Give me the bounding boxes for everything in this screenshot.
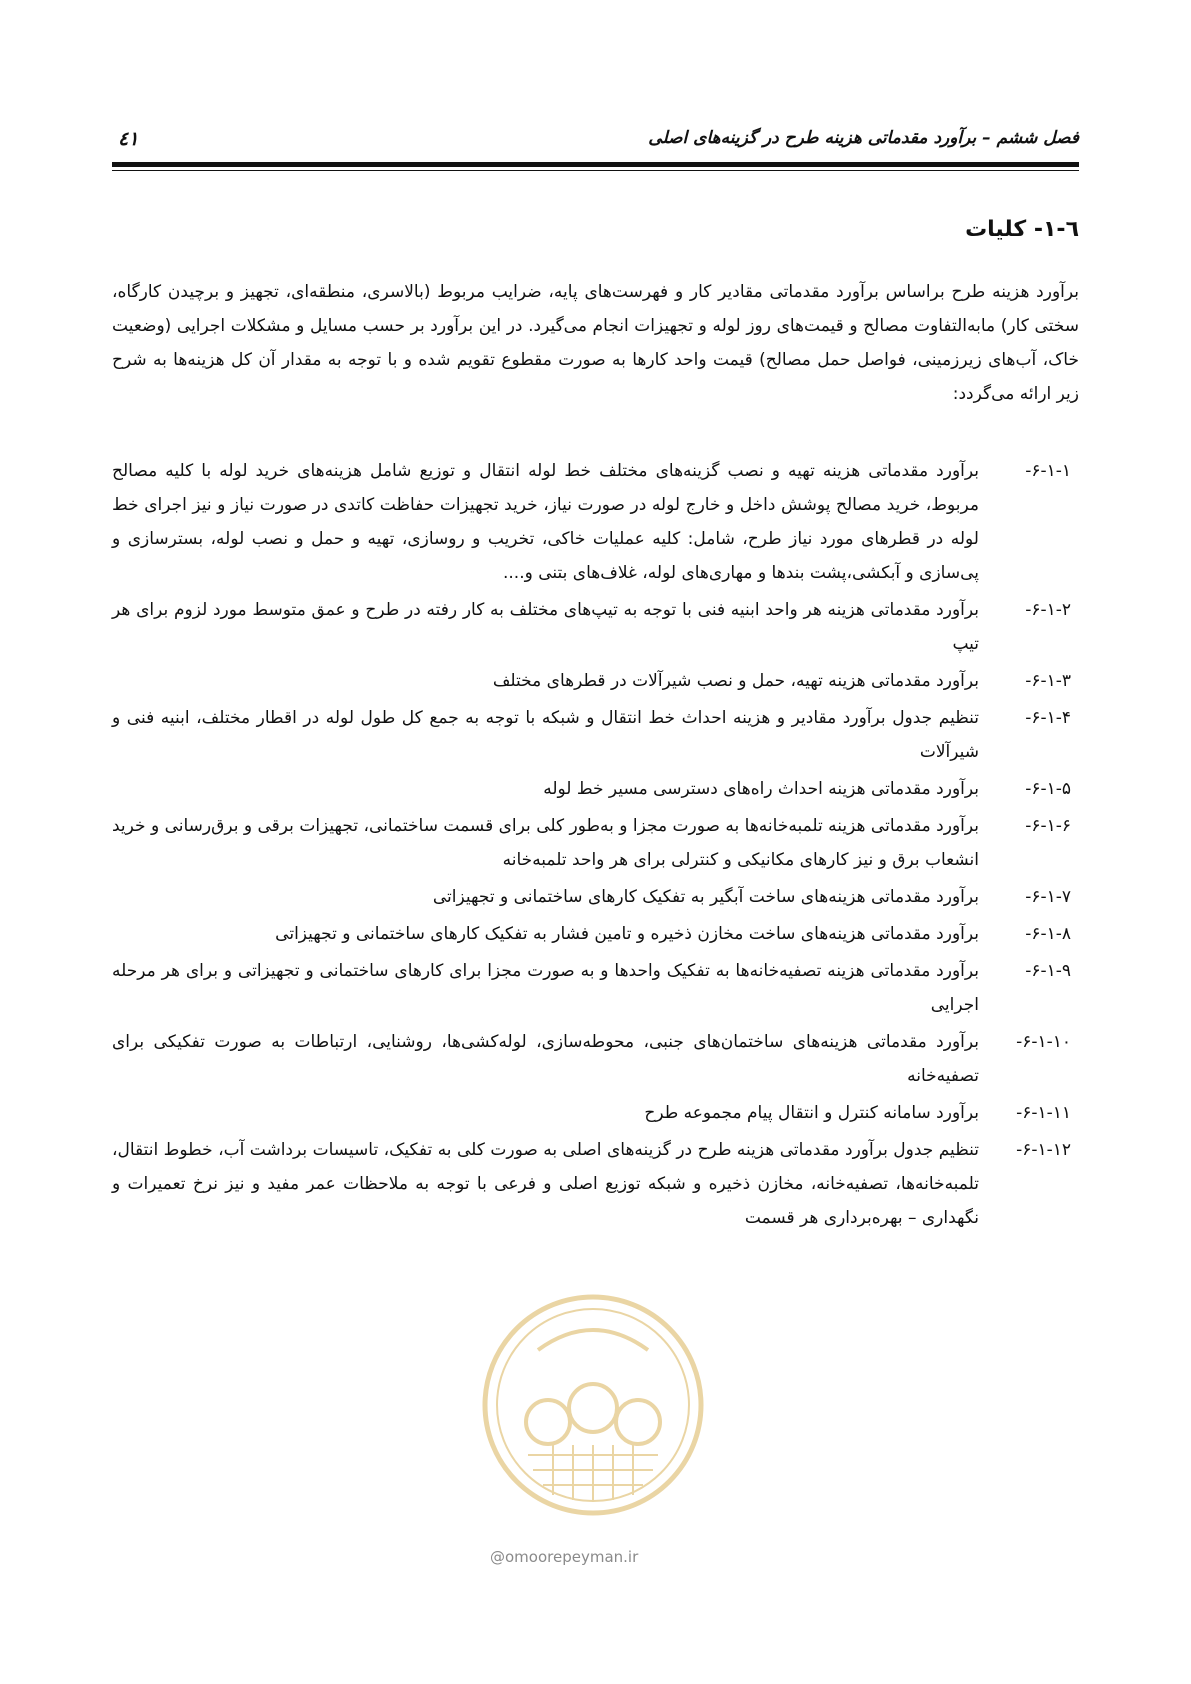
item-number: ۶-۱-۳-: [1025, 671, 1071, 691]
header-divider-thick: [112, 162, 1079, 167]
list-item: [112, 454, 1079, 590]
list-item: [112, 809, 1079, 877]
list-item: [112, 1025, 1079, 1093]
item-number: ۶-۱-۱-: [1025, 461, 1071, 481]
item-text: برآورد مقدماتی هزینه احداث راه‌های دسترسی مسیر خط لوله: [543, 779, 979, 799]
item-text: برآورد مقدماتی هزینه‌های ساختمان‌های جنبی، محوطه‌سازی، لوله‌کشی‌ها، روشنایی، ارتباطات به صورت تفکیکی برای تصفیه‌خانه: [112, 1032, 979, 1086]
watermark-site: @omoorepeyman.ir: [490, 1548, 639, 1566]
cost-items-list: [112, 454, 1079, 1238]
item-text: برآورد مقدماتی هزینه تلمبه‌خانه‌ها به صورت مجزا و به‌طور کلی برای قسمت ساختمانی، تجهیزات برقی و برق‌رسانی و خرید انشعاب برق و نیز کارهای مکانیکی و کنترلی برای هر واحد تلمبه‌خانه: [112, 816, 979, 870]
list-item: [112, 1133, 1079, 1235]
item-text: برآورد مقدماتی هزینه هر واحد ابنیه فنی با توجه به تیپ‌های مختلف به کار رفته در طرح و عمق متوسط مورد لزوم برای هر تیپ: [112, 600, 979, 654]
item-text: برآورد مقدماتی هزینه‌های ساخت مخازن ذخیره و تامین فشار به تفکیک کارهای ساختمانی و تجهیزاتی: [275, 924, 979, 944]
item-number: ۶-۱-۸-: [1025, 924, 1071, 944]
item-number: ۶-۱-۷-: [1025, 887, 1071, 907]
list-item: [112, 1096, 1079, 1130]
watermark-seal-icon: [478, 1290, 708, 1520]
list-item: [112, 664, 1079, 698]
list-item: [112, 593, 1079, 661]
page-header: [112, 128, 1079, 156]
list-item: [112, 701, 1079, 769]
list-item: [112, 880, 1079, 914]
intro-paragraph: برآورد هزینه طرح براساس برآورد مقدماتی مقادیر کار و فهرست‌های پایه، ضرایب مربوط (بالاسری، منطقه‌ای، تجهیز و برچیدن کارگاه، سختی کار) مابه‌التفاوت مصالح و قیمت‌های روز لوله و تجهیزات انجام می‌گیرد. در این برآورد بر حسب مسایل و مشکلات اجرایی (وضعیت خاک، آب‌های زیرزمینی، فواصل حمل مصالح) قیمت واحد کارها به صورت مقطوع تقویم شده و با توجه به مقدار آن کل هزینه‌ها به شرح زیر ارائه می‌گردد:: [112, 282, 1079, 404]
item-number: ۶-۱-۶-: [1025, 816, 1071, 836]
item-number: ۶-۱-۱۱-: [1016, 1103, 1071, 1123]
item-text: برآورد سامانه کنترل و انتقال پیام مجموعه طرح: [644, 1103, 979, 1123]
list-item: [112, 772, 1079, 806]
item-text: برآورد مقدماتی هزینه تهیه و نصب گزینه‌های مختلف خط لوله انتقال و توزیع شامل هزینه‌های خرید لوله با کلیه مصالح مربوط، خرید مصالح پوشش داخل و خارج لوله در صورت نیاز، خرید تجهیزات حفاظت کاتدی در صورت نیاز و نیز اجرای خط لوله در قطرهای مورد نیاز طرح، شامل: کلیه عملیات خاکی، تخریب و روسازی، تهیه و حمل و نصب لوله، بسترسازی و پی‌سازی و آبکشی،پشت بندها و مهاری‌های لوله، غلاف‌های بتنی و....: [112, 461, 979, 583]
list-item: [112, 917, 1079, 951]
chapter-title: فصل ششم – برآورد مقدماتی هزینه طرح در گزینه‌های اصلی: [648, 128, 1079, 148]
item-number: ۶-۱-۲-: [1025, 600, 1071, 620]
item-text: برآورد مقدماتی هزینه‌های ساخت آبگیر به تفکیک کارهای ساختمانی و تجهیزاتی: [432, 887, 979, 907]
item-text: تنظیم جدول برآورد مقادیر و هزینه احداث خط انتقال و شبکه با توجه به جمع کل طول لوله در اقطار مختلف، ابنیه فنی و شیرآلات: [112, 708, 979, 762]
item-number: ۶-۱-۱۲-: [1016, 1140, 1071, 1160]
item-number: ۶-۱-۴-: [1025, 708, 1071, 728]
item-text: برآورد مقدماتی هزینه تهیه، حمل و نصب شیرآلات در قطرهای مختلف: [492, 671, 979, 691]
item-number: ۶-۱-۵-: [1025, 779, 1071, 799]
list-item: [112, 954, 1079, 1022]
item-number: ۶-۱-۱۰-: [1016, 1032, 1071, 1052]
item-text: تنظیم جدول برآورد مقدماتی هزینه طرح در گزینه‌های اصلی به صورت کلی به تفکیک، تاسیسات برداشت آب، خطوط انتقال، تلمبه‌خانه‌ها، تصفیه‌خانه، مخازن ذخیره و شبکه توزیع اصلی و فرعی با توجه به ملاحظات عمر مفید و نیز نرخ تعمیرات و نگهداری – بهره‌برداری هر قسمت: [112, 1140, 979, 1228]
page-number: ٤١: [118, 128, 139, 150]
header-divider-thin: [112, 170, 1079, 171]
item-text: برآورد مقدماتی هزینه تصفیه‌خانه‌ها به تفکیک واحدها و به صورت مجزا برای کارهای ساختمانی و تجهیزاتی و برای هر مرحله اجرایی: [112, 961, 979, 1015]
section-heading: ٦-١- کلیات: [965, 217, 1079, 242]
item-number: ۶-۱-۹-: [1025, 961, 1071, 981]
